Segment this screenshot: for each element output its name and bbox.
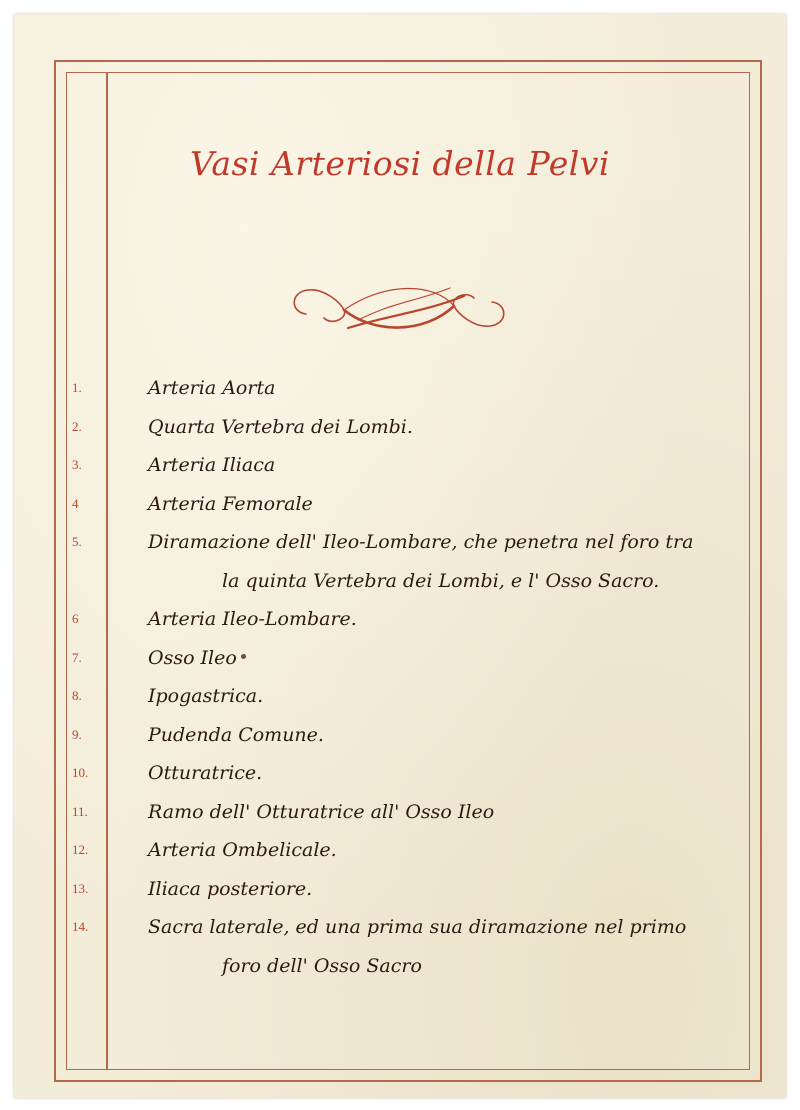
legend-entry-5 xyxy=(14,523,786,600)
ink-spot xyxy=(241,654,246,659)
legend-list xyxy=(14,369,786,985)
legend-entry-10 xyxy=(14,754,786,793)
entry-number: 5. xyxy=(72,534,82,549)
entry-text: Ramo dell' Otturatrice all' Osso Ileo xyxy=(148,800,495,823)
entry-number: 6 xyxy=(72,611,79,626)
entry-number: 2. xyxy=(72,418,82,434)
entry-number: 7. xyxy=(72,649,82,665)
legend-entry-11 xyxy=(14,793,786,832)
entry-number: 3. xyxy=(72,457,82,472)
entry-number: 4 xyxy=(72,495,79,511)
entry-text: Arteria Iliaca xyxy=(148,454,276,476)
entry-number: 10. xyxy=(72,765,89,780)
entry-text: Pudenda Comune. xyxy=(148,723,324,746)
entry-text: Quarta Vertebra dei Lombi. xyxy=(148,415,413,438)
entry-text: Arteria Ileo-Lombare. xyxy=(148,608,357,630)
entry-number: 11. xyxy=(72,803,88,819)
legend-entry-13 xyxy=(14,870,786,909)
entry-text: Sacra laterale, ed una prima sua diramazione nel primo xyxy=(148,916,687,938)
legend-entry-9 xyxy=(14,716,786,755)
entry-number: 12. xyxy=(72,842,89,857)
entry-continuation: la quinta Vertebra dei Lombi, e l' Osso Sacro. xyxy=(222,569,660,592)
entry-text: Arteria Ombelicale. xyxy=(148,839,337,861)
legend-entry-8 xyxy=(14,677,786,716)
legend-entry-2 xyxy=(14,408,786,447)
entry-text: Arteria Femorale xyxy=(148,492,313,515)
legend-entry-3 xyxy=(14,446,786,485)
entry-text: Iliaca posteriore. xyxy=(148,877,313,900)
entry-text: Otturatrice. xyxy=(148,762,263,784)
legend-entry-4 xyxy=(14,485,786,524)
legend-entry-1 xyxy=(14,369,786,408)
entry-text: Ipogastrica. xyxy=(148,685,264,707)
legend-entry-7 xyxy=(14,639,786,678)
entry-number: 13. xyxy=(72,880,89,896)
entry-text: Arteria Aorta xyxy=(148,377,276,399)
entry-number: 14. xyxy=(72,919,89,934)
entry-text: Diramazione dell' Ileo-Lombare, che penetra nel foro tra xyxy=(148,531,694,553)
legend-entry-12 xyxy=(14,831,786,870)
entry-text: Osso Ileo xyxy=(148,646,237,669)
entry-number: 1. xyxy=(72,380,82,395)
entry-continuation: foro dell' Osso Sacro xyxy=(222,954,422,977)
page-title: Vasi Arteriosi della Pelvi xyxy=(190,144,610,183)
manuscript-page xyxy=(14,14,786,1098)
legend-entry-6 xyxy=(14,600,786,639)
entry-number: 8. xyxy=(72,688,82,703)
legend-entry-14 xyxy=(14,908,786,985)
entry-number: 9. xyxy=(72,726,82,742)
calligraphic-flourish-ornament xyxy=(284,276,514,340)
